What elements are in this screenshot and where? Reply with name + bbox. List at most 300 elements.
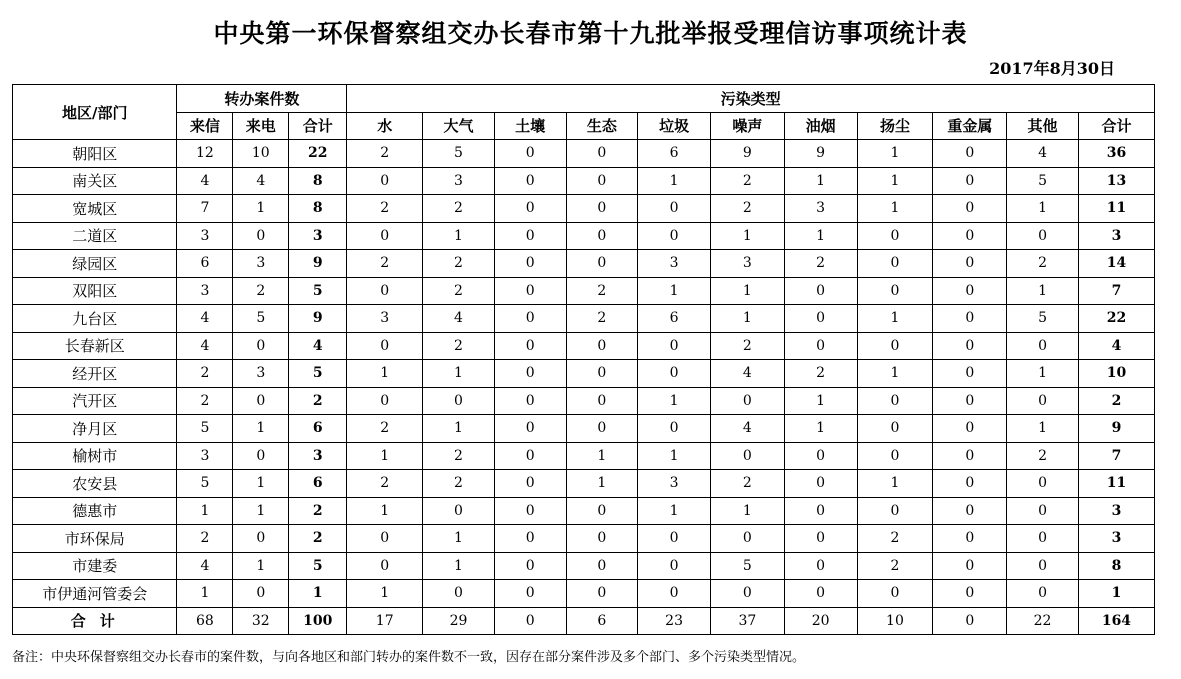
value-cell: 5 (1007, 167, 1079, 195)
value-cell: 8 (289, 195, 347, 223)
region-cell: 农安县 (13, 470, 177, 498)
value-cell: 3 (1078, 525, 1154, 553)
value-cell: 2 (423, 332, 495, 360)
value-cell: 0 (347, 525, 423, 553)
value-cell: 2 (233, 277, 289, 305)
value-cell: 1 (857, 167, 933, 195)
value-cell: 0 (494, 442, 566, 470)
value-cell: 2 (1007, 250, 1079, 278)
value-cell: 0 (494, 250, 566, 278)
value-cell: 1 (1007, 360, 1079, 388)
value-cell: 0 (494, 387, 566, 415)
value-cell: 0 (784, 442, 857, 470)
header-col: 来信 (177, 112, 233, 140)
value-cell: 3 (289, 222, 347, 250)
value-cell: 0 (933, 195, 1007, 223)
value-cell: 0 (638, 580, 711, 608)
table-row (13, 525, 1155, 553)
value-cell: 100 (289, 607, 347, 635)
value-cell: 1 (1007, 415, 1079, 443)
value-cell: 3 (638, 250, 711, 278)
value-cell: 4 (710, 415, 784, 443)
value-cell: 4 (177, 552, 233, 580)
region-cell: 净月区 (13, 415, 177, 443)
value-cell: 2 (347, 140, 423, 168)
value-cell: 0 (933, 140, 1007, 168)
value-cell: 2 (784, 250, 857, 278)
header-region: 地区/部门 (13, 85, 177, 140)
value-cell: 0 (566, 415, 638, 443)
value-cell: 1 (233, 497, 289, 525)
value-cell: 29 (423, 607, 495, 635)
table-row (13, 360, 1155, 388)
region-cell: 朝阳区 (13, 140, 177, 168)
header-col: 生态 (566, 112, 638, 140)
value-cell: 0 (933, 415, 1007, 443)
region-cell: 市伊通河管委会 (13, 580, 177, 608)
table-row (13, 580, 1155, 608)
table-row (13, 167, 1155, 195)
value-cell: 3 (177, 442, 233, 470)
value-cell: 2 (710, 332, 784, 360)
footnote: 备注：中央环保督察组交办长春市的案件数，与向各地区和部门转办的案件数不一致，因存在部分案件涉及多个部门、多个污染类型情况。 (12, 650, 806, 665)
value-cell: 0 (566, 140, 638, 168)
header-row-columns (13, 112, 1155, 140)
value-cell: 1 (233, 195, 289, 223)
value-cell: 0 (494, 470, 566, 498)
value-cell: 37 (710, 607, 784, 635)
value-cell: 0 (857, 250, 933, 278)
value-cell: 2 (566, 305, 638, 333)
table-body (13, 140, 1155, 635)
value-cell: 11 (1078, 195, 1154, 223)
value-cell: 0 (494, 607, 566, 635)
value-cell: 68 (177, 607, 233, 635)
value-cell: 0 (1007, 332, 1079, 360)
value-cell: 0 (933, 250, 1007, 278)
value-cell: 0 (933, 525, 1007, 553)
value-cell: 0 (233, 387, 289, 415)
region-cell: 德惠市 (13, 497, 177, 525)
value-cell: 1 (857, 140, 933, 168)
value-cell: 1 (857, 360, 933, 388)
value-cell: 0 (233, 332, 289, 360)
value-cell: 0 (423, 497, 495, 525)
value-cell: 0 (857, 332, 933, 360)
value-cell: 2 (710, 195, 784, 223)
value-cell: 1 (423, 415, 495, 443)
value-cell: 0 (933, 332, 1007, 360)
value-cell: 2 (710, 470, 784, 498)
header-col: 土壤 (494, 112, 566, 140)
value-cell: 17 (347, 607, 423, 635)
value-cell: 0 (1007, 525, 1079, 553)
value-cell: 0 (423, 580, 495, 608)
value-cell: 1 (423, 360, 495, 388)
value-cell: 0 (347, 167, 423, 195)
value-cell: 0 (566, 387, 638, 415)
header-pollution-group: 污染类型 (347, 85, 1155, 113)
value-cell: 0 (638, 525, 711, 553)
value-cell: 0 (857, 497, 933, 525)
value-cell: 6 (566, 607, 638, 635)
value-cell: 1 (423, 525, 495, 553)
value-cell: 0 (638, 332, 711, 360)
value-cell: 0 (347, 332, 423, 360)
region-cell: 榆树市 (13, 442, 177, 470)
value-cell: 13 (1078, 167, 1154, 195)
value-cell: 4 (177, 167, 233, 195)
value-cell: 2 (423, 277, 495, 305)
value-cell: 10 (1078, 360, 1154, 388)
value-cell: 2 (857, 525, 933, 553)
value-cell: 2 (177, 525, 233, 553)
value-cell: 2 (347, 195, 423, 223)
value-cell: 1 (347, 580, 423, 608)
value-cell: 0 (784, 552, 857, 580)
value-cell: 0 (933, 222, 1007, 250)
header-col: 垃圾 (638, 112, 711, 140)
value-cell: 3 (177, 277, 233, 305)
value-cell: 5 (289, 360, 347, 388)
value-cell: 2 (566, 277, 638, 305)
table-row (13, 222, 1155, 250)
value-cell: 0 (933, 552, 1007, 580)
value-cell: 4 (423, 305, 495, 333)
table-row (13, 552, 1155, 580)
value-cell: 1 (289, 580, 347, 608)
value-cell: 0 (638, 552, 711, 580)
table-header (13, 85, 1155, 140)
value-cell: 5 (177, 415, 233, 443)
value-cell: 0 (857, 387, 933, 415)
value-cell: 3 (784, 195, 857, 223)
value-cell: 3 (177, 222, 233, 250)
value-cell: 0 (566, 525, 638, 553)
value-cell: 0 (784, 305, 857, 333)
value-cell: 1 (710, 305, 784, 333)
total-row (13, 607, 1155, 635)
value-cell: 9 (1078, 415, 1154, 443)
value-cell: 1 (233, 552, 289, 580)
statistics-table (12, 84, 1155, 635)
value-cell: 9 (289, 305, 347, 333)
value-cell: 8 (289, 167, 347, 195)
value-cell: 0 (494, 360, 566, 388)
value-cell: 0 (494, 497, 566, 525)
value-cell: 1 (710, 222, 784, 250)
header-col: 合计 (1078, 112, 1154, 140)
value-cell: 0 (566, 167, 638, 195)
value-cell: 0 (347, 222, 423, 250)
header-col: 油烟 (784, 112, 857, 140)
value-cell: 0 (933, 607, 1007, 635)
value-cell: 5 (289, 277, 347, 305)
value-cell: 1 (233, 415, 289, 443)
value-cell: 1 (784, 387, 857, 415)
value-cell: 1 (638, 387, 711, 415)
value-cell: 32 (233, 607, 289, 635)
value-cell: 2 (289, 497, 347, 525)
value-cell: 0 (638, 222, 711, 250)
value-cell: 0 (784, 580, 857, 608)
value-cell: 0 (638, 415, 711, 443)
value-cell: 0 (784, 470, 857, 498)
value-cell: 1 (1078, 580, 1154, 608)
value-cell: 0 (1007, 470, 1079, 498)
value-cell: 0 (1007, 387, 1079, 415)
value-cell: 0 (494, 277, 566, 305)
value-cell: 0 (233, 525, 289, 553)
table-row (13, 250, 1155, 278)
value-cell: 0 (857, 442, 933, 470)
region-cell: 市建委 (13, 552, 177, 580)
value-cell: 1 (566, 470, 638, 498)
value-cell: 2 (1078, 387, 1154, 415)
value-cell: 2 (1007, 442, 1079, 470)
value-cell: 0 (933, 360, 1007, 388)
region-cell: 双阳区 (13, 277, 177, 305)
value-cell: 5 (233, 305, 289, 333)
region-cell: 经开区 (13, 360, 177, 388)
value-cell: 1 (638, 442, 711, 470)
region-cell: 汽开区 (13, 387, 177, 415)
value-cell: 0 (494, 332, 566, 360)
value-cell: 5 (423, 140, 495, 168)
table-row (13, 277, 1155, 305)
value-cell: 2 (289, 387, 347, 415)
value-cell: 0 (710, 442, 784, 470)
value-cell: 10 (857, 607, 933, 635)
value-cell: 3 (347, 305, 423, 333)
value-cell: 0 (1007, 580, 1079, 608)
region-cell: 市环保局 (13, 525, 177, 553)
table-row (13, 470, 1155, 498)
page-title: 中央第一环保督察组交办长春市第十九批举报受理信访事项统计表 (213, 19, 968, 48)
value-cell: 0 (494, 580, 566, 608)
value-cell: 0 (233, 442, 289, 470)
value-cell: 0 (566, 497, 638, 525)
value-cell: 0 (784, 525, 857, 553)
value-cell: 22 (289, 140, 347, 168)
value-cell: 2 (784, 360, 857, 388)
value-cell: 0 (933, 497, 1007, 525)
value-cell: 3 (233, 250, 289, 278)
value-cell: 2 (347, 470, 423, 498)
value-cell: 0 (494, 415, 566, 443)
value-cell: 0 (494, 222, 566, 250)
value-cell: 0 (1007, 497, 1079, 525)
value-cell: 0 (1007, 222, 1079, 250)
value-cell: 6 (177, 250, 233, 278)
value-cell: 5 (177, 470, 233, 498)
value-cell: 2 (857, 552, 933, 580)
table-row (13, 332, 1155, 360)
value-cell: 0 (638, 360, 711, 388)
header-transfer-group: 转办案件数 (177, 85, 347, 113)
value-cell: 1 (177, 497, 233, 525)
region-cell: 长春新区 (13, 332, 177, 360)
value-cell: 4 (710, 360, 784, 388)
value-cell: 1 (638, 497, 711, 525)
value-cell: 0 (347, 277, 423, 305)
value-cell: 0 (933, 442, 1007, 470)
value-cell: 1 (857, 470, 933, 498)
value-cell: 0 (857, 277, 933, 305)
value-cell: 1 (857, 305, 933, 333)
value-cell: 9 (710, 140, 784, 168)
region-cell: 绿园区 (13, 250, 177, 278)
table-row (13, 415, 1155, 443)
value-cell: 5 (710, 552, 784, 580)
table-row (13, 140, 1155, 168)
value-cell: 3 (233, 360, 289, 388)
value-cell: 2 (347, 415, 423, 443)
table-row (13, 305, 1155, 333)
value-cell: 1 (347, 497, 423, 525)
value-cell: 1 (1007, 277, 1079, 305)
value-cell: 0 (784, 332, 857, 360)
region-cell: 二道区 (13, 222, 177, 250)
value-cell: 1 (423, 552, 495, 580)
header-col: 其他 (1007, 112, 1079, 140)
value-cell: 8 (1078, 552, 1154, 580)
value-cell: 9 (784, 140, 857, 168)
value-cell: 1 (233, 470, 289, 498)
value-cell: 1 (784, 222, 857, 250)
region-cell: 南关区 (13, 167, 177, 195)
value-cell: 3 (638, 470, 711, 498)
value-cell: 1 (784, 167, 857, 195)
value-cell: 6 (638, 140, 711, 168)
total-label: 合计 (13, 607, 177, 635)
value-cell: 0 (784, 497, 857, 525)
value-cell: 4 (1078, 332, 1154, 360)
value-cell: 0 (710, 387, 784, 415)
value-cell: 2 (423, 250, 495, 278)
value-cell: 6 (289, 470, 347, 498)
value-cell: 0 (933, 277, 1007, 305)
value-cell: 4 (233, 167, 289, 195)
value-cell: 1 (1007, 195, 1079, 223)
value-cell: 20 (784, 607, 857, 635)
value-cell: 0 (710, 525, 784, 553)
value-cell: 0 (638, 195, 711, 223)
table-row (13, 497, 1155, 525)
table-row (13, 442, 1155, 470)
value-cell: 5 (289, 552, 347, 580)
value-cell: 1 (638, 277, 711, 305)
value-cell: 0 (347, 552, 423, 580)
value-cell: 2 (423, 442, 495, 470)
value-cell: 4 (289, 332, 347, 360)
value-cell: 3 (1078, 222, 1154, 250)
value-cell: 0 (933, 470, 1007, 498)
value-cell: 2 (289, 525, 347, 553)
value-cell: 0 (933, 387, 1007, 415)
value-cell: 4 (177, 305, 233, 333)
value-cell: 1 (857, 195, 933, 223)
value-cell: 0 (423, 387, 495, 415)
value-cell: 14 (1078, 250, 1154, 278)
value-cell: 11 (1078, 470, 1154, 498)
value-cell: 1 (710, 497, 784, 525)
header-col: 来电 (233, 112, 289, 140)
header-col: 大气 (423, 112, 495, 140)
value-cell: 2 (423, 470, 495, 498)
value-cell: 0 (494, 140, 566, 168)
value-cell: 7 (1078, 442, 1154, 470)
value-cell: 0 (933, 305, 1007, 333)
value-cell: 0 (857, 222, 933, 250)
value-cell: 0 (494, 305, 566, 333)
value-cell: 0 (566, 250, 638, 278)
value-cell: 10 (233, 140, 289, 168)
value-cell: 4 (177, 332, 233, 360)
region-cell: 九台区 (13, 305, 177, 333)
value-cell: 0 (566, 580, 638, 608)
value-cell: 23 (638, 607, 711, 635)
value-cell: 2 (177, 387, 233, 415)
value-cell: 0 (494, 552, 566, 580)
value-cell: 0 (233, 580, 289, 608)
value-cell: 1 (347, 360, 423, 388)
value-cell: 12 (177, 140, 233, 168)
value-cell: 7 (1078, 277, 1154, 305)
value-cell: 0 (857, 415, 933, 443)
value-cell: 1 (423, 222, 495, 250)
value-cell: 0 (933, 167, 1007, 195)
value-cell: 22 (1078, 305, 1154, 333)
value-cell: 0 (566, 552, 638, 580)
value-cell: 3 (423, 167, 495, 195)
value-cell: 2 (423, 195, 495, 223)
value-cell: 0 (494, 525, 566, 553)
value-cell: 0 (566, 222, 638, 250)
report-date: 2017年8月30日 (989, 59, 1115, 78)
value-cell: 0 (933, 580, 1007, 608)
value-cell: 7 (177, 195, 233, 223)
value-cell: 6 (289, 415, 347, 443)
value-cell: 1 (347, 442, 423, 470)
value-cell: 9 (289, 250, 347, 278)
header-row-group (13, 85, 1155, 113)
region-cell: 宽城区 (13, 195, 177, 223)
header-col: 合计 (289, 112, 347, 140)
value-cell: 2 (177, 360, 233, 388)
value-cell: 1 (566, 442, 638, 470)
value-cell: 0 (566, 332, 638, 360)
value-cell: 0 (494, 167, 566, 195)
value-cell: 0 (784, 277, 857, 305)
value-cell: 2 (710, 167, 784, 195)
value-cell: 1 (710, 277, 784, 305)
table-row (13, 195, 1155, 223)
value-cell: 0 (857, 580, 933, 608)
value-cell: 3 (710, 250, 784, 278)
table-row (13, 387, 1155, 415)
value-cell: 0 (710, 580, 784, 608)
value-cell: 0 (347, 387, 423, 415)
value-cell: 4 (1007, 140, 1079, 168)
value-cell: 164 (1078, 607, 1154, 635)
value-cell: 1 (784, 415, 857, 443)
header-col: 扬尘 (857, 112, 933, 140)
header-col: 噪声 (710, 112, 784, 140)
value-cell: 5 (1007, 305, 1079, 333)
header-col: 重金属 (933, 112, 1007, 140)
value-cell: 1 (638, 167, 711, 195)
